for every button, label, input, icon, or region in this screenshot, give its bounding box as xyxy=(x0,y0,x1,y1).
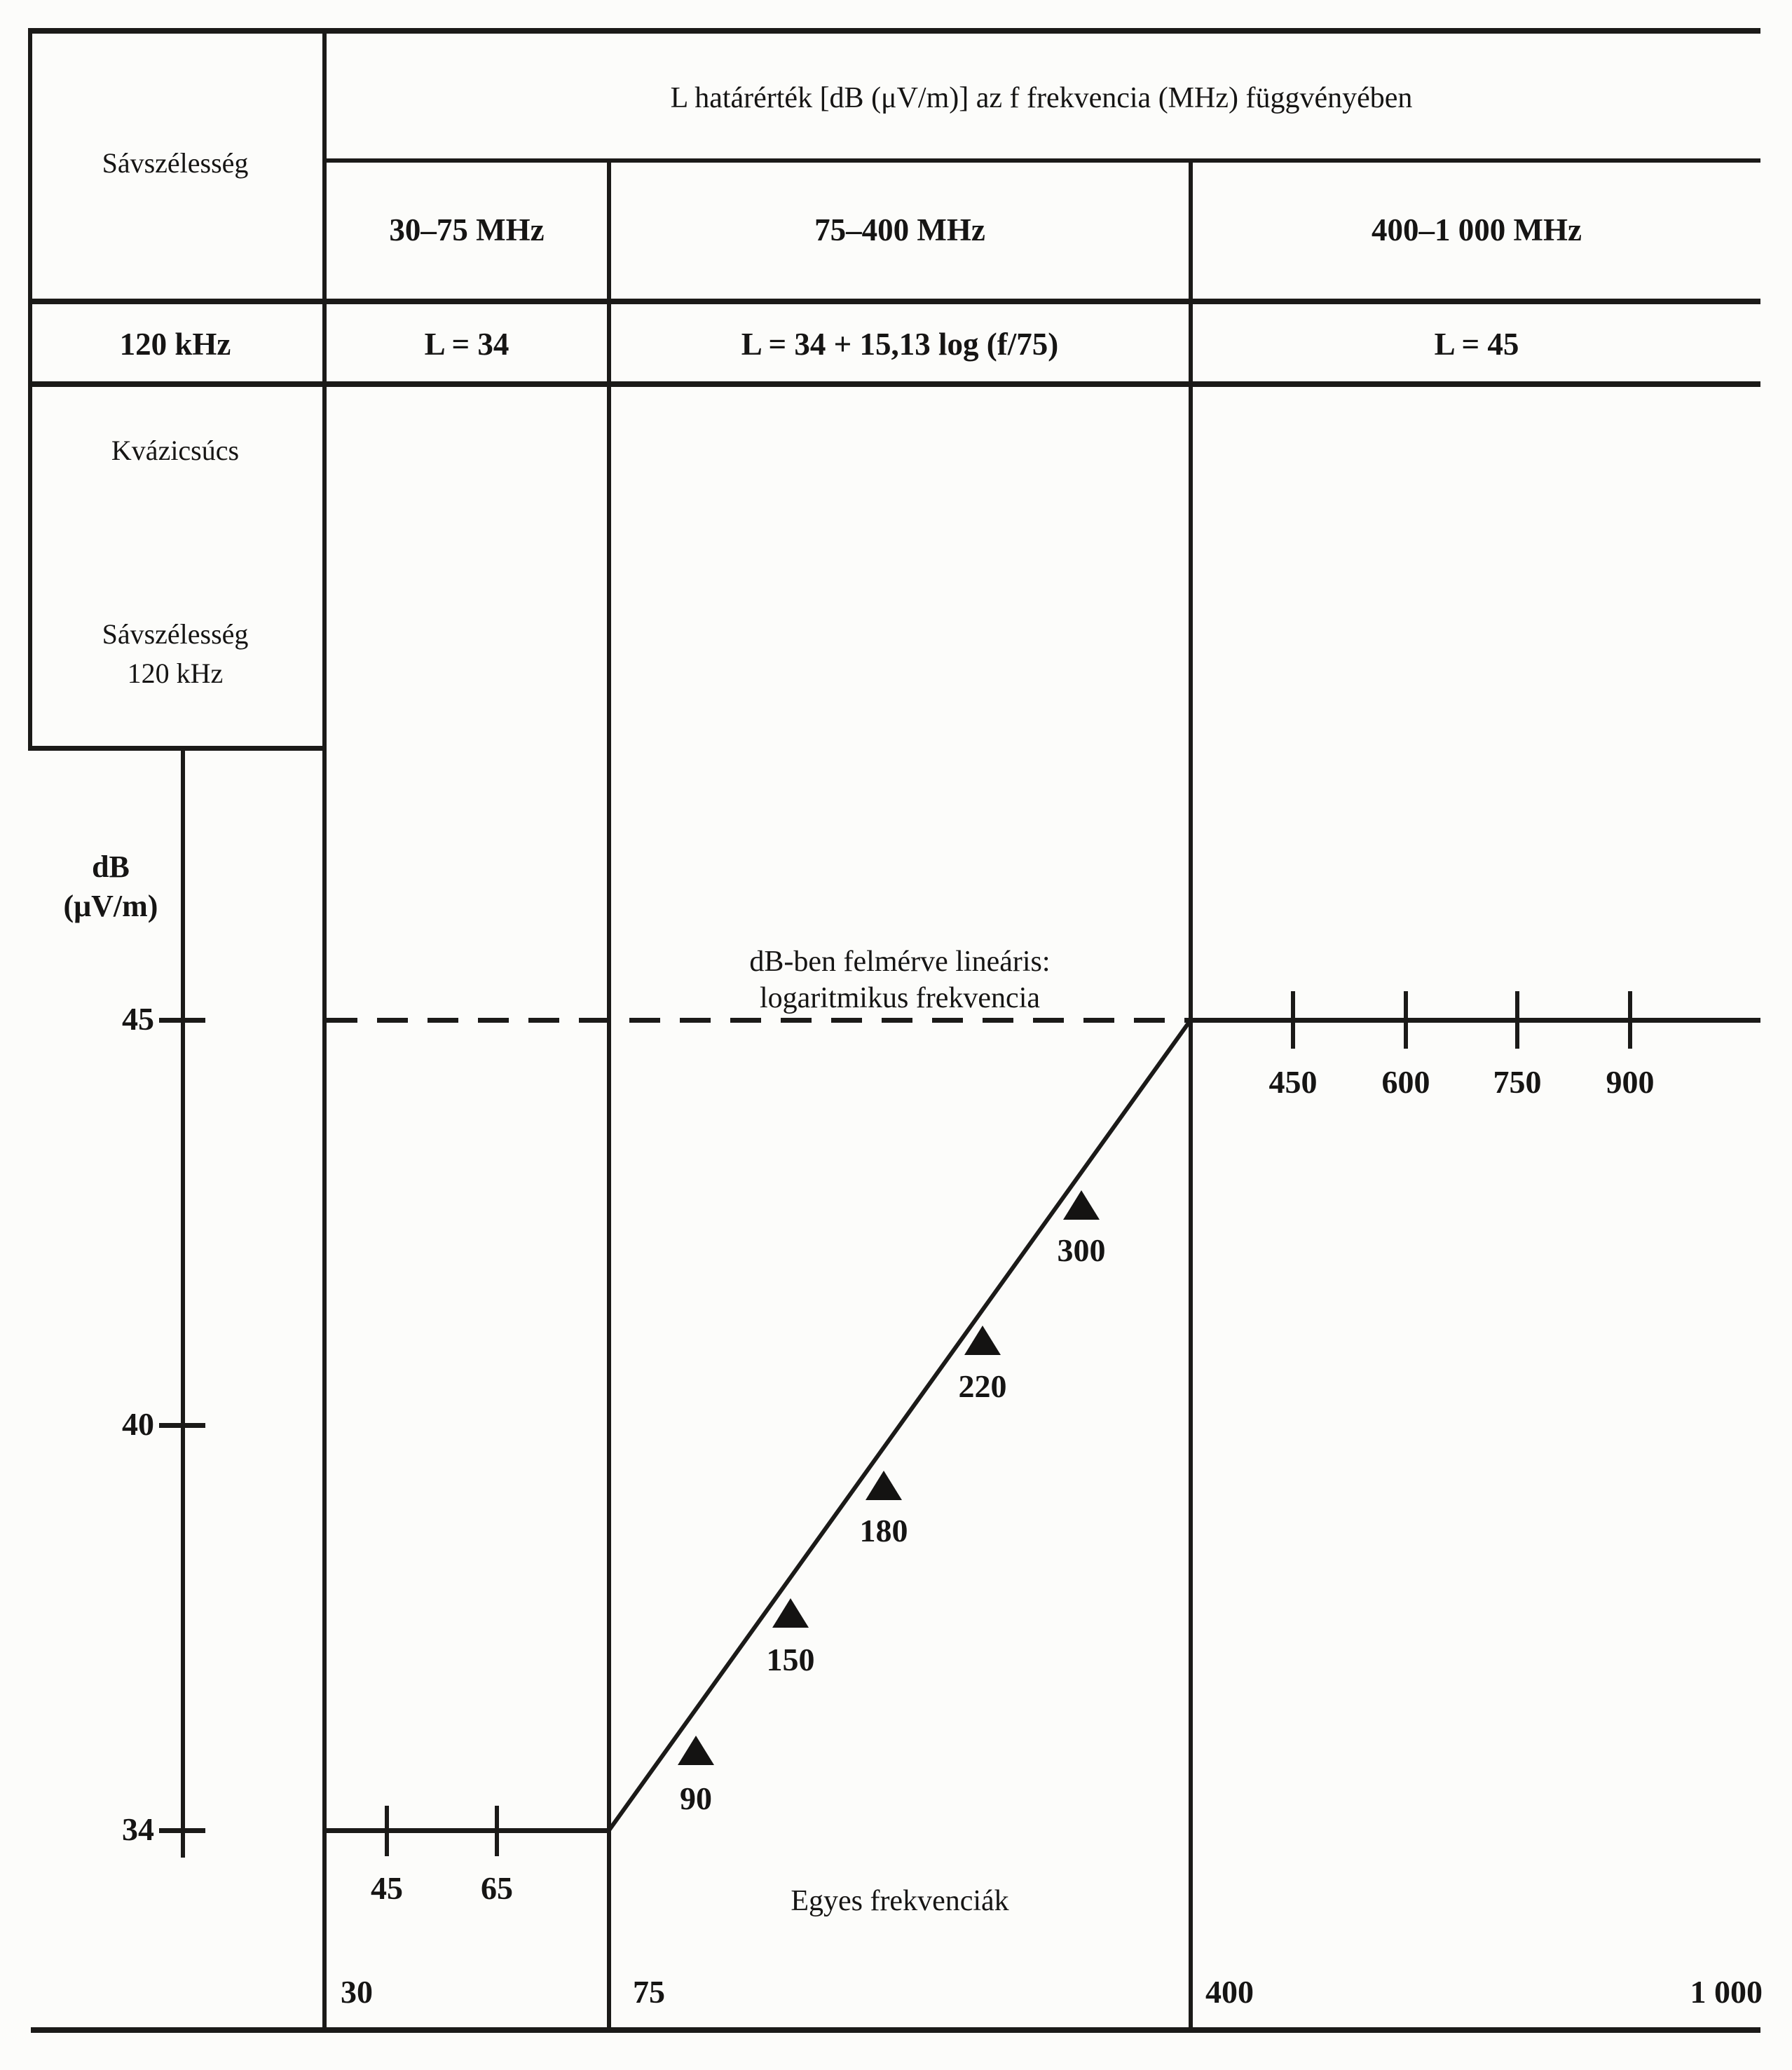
annotation-linear-line2: logaritmikus frekvencia xyxy=(759,982,1041,1014)
divider-75mhz xyxy=(607,158,611,2033)
marker-triangle-180-icon xyxy=(866,1471,902,1500)
marker-label-180: 180 xyxy=(859,1513,908,1548)
marker-triangle-150-icon xyxy=(772,1598,809,1628)
marker-triangle-90-icon xyxy=(678,1736,714,1765)
marker-triangle-220-icon xyxy=(964,1326,1001,1355)
limit-formula-75-400: L = 34 + 15,13 log (f/75) xyxy=(741,327,1059,362)
marker-label-90: 90 xyxy=(680,1780,712,1816)
y-tick-label-40: 40 xyxy=(122,1406,154,1442)
header-row-underline xyxy=(28,299,1760,304)
marker-triangle-300-icon xyxy=(1063,1190,1100,1220)
y-tick-34 xyxy=(159,1828,205,1833)
limit-line-75-400 xyxy=(608,1019,1193,1832)
x-tick-label-450: 450 xyxy=(1268,1064,1318,1100)
column-header-75-400: 75–400 MHz xyxy=(814,212,985,247)
y-tick-40 xyxy=(159,1423,205,1428)
y-tick-45 xyxy=(159,1018,205,1023)
y-axis-unit-uvm: (μV/m) xyxy=(63,889,158,923)
x-boundary-label-75: 75 xyxy=(633,1974,665,2010)
x-boundary-label-400: 400 xyxy=(1205,1974,1254,2010)
marker-label-220: 220 xyxy=(958,1368,1007,1404)
annotation-individual-frequencies: Egyes frekvenciák xyxy=(791,1885,1009,1917)
bandwidth-note-line1: Sávszélesség xyxy=(102,618,249,650)
bandwidth-note-line2: 120 kHz xyxy=(127,658,224,689)
x-tick-label-600: 600 xyxy=(1381,1064,1430,1100)
stub-header: Sávszélesség xyxy=(102,147,249,179)
figure-bottom-border xyxy=(31,2027,1760,2033)
x-boundary-label-1000: 1 000 xyxy=(1690,1974,1763,2010)
x-tick-65mhz xyxy=(495,1806,499,1856)
column-header-30-75: 30–75 MHz xyxy=(389,212,545,247)
stub-column-bottom-border xyxy=(28,746,325,751)
x-tick-450 xyxy=(1291,991,1295,1049)
x-tick-label-750: 750 xyxy=(1493,1064,1542,1100)
limit-formula-400-1000: L = 45 xyxy=(1434,327,1519,362)
row-bandwidth: 120 kHz xyxy=(119,327,231,362)
limit-line-400-1000 xyxy=(1193,1018,1760,1023)
x-tick-900 xyxy=(1628,991,1632,1049)
dashed-45-reference-line xyxy=(327,1018,1189,1023)
limit-formula-30-75: L = 34 xyxy=(424,327,509,362)
title-underline xyxy=(322,158,1760,163)
limit-line-30-75 xyxy=(327,1828,608,1833)
column-header-400-1000: 400–1 000 MHz xyxy=(1372,212,1582,247)
x-tick-label-65mhz: 65 xyxy=(481,1870,513,1906)
marker-label-300: 300 xyxy=(1057,1232,1106,1268)
x-tick-45mhz xyxy=(385,1806,389,1856)
x-tick-label-900: 900 xyxy=(1606,1064,1655,1100)
y-tick-label-34: 34 xyxy=(122,1811,154,1847)
annotation-linear-line1: dB-ben felmérve lineáris: xyxy=(749,946,1051,978)
y-axis-unit-db: dB xyxy=(92,850,130,884)
marker-label-150: 150 xyxy=(766,1642,815,1677)
figure-title: L határérték [dB (μV/m)] az f frekvencia (MHz) függvényében xyxy=(670,82,1413,114)
y-tick-label-45: 45 xyxy=(122,1001,154,1037)
detector-label: Kvázicsúcs xyxy=(111,435,240,466)
formula-row-underline xyxy=(28,381,1760,387)
x-tick-600 xyxy=(1404,991,1408,1049)
divider-400mhz xyxy=(1189,158,1193,2033)
x-tick-label-45mhz: 45 xyxy=(371,1870,403,1906)
table-top-border xyxy=(28,28,1760,34)
y-axis-line xyxy=(181,746,185,1858)
x-boundary-label-30: 30 xyxy=(341,1974,373,2010)
x-tick-750 xyxy=(1515,991,1519,1049)
